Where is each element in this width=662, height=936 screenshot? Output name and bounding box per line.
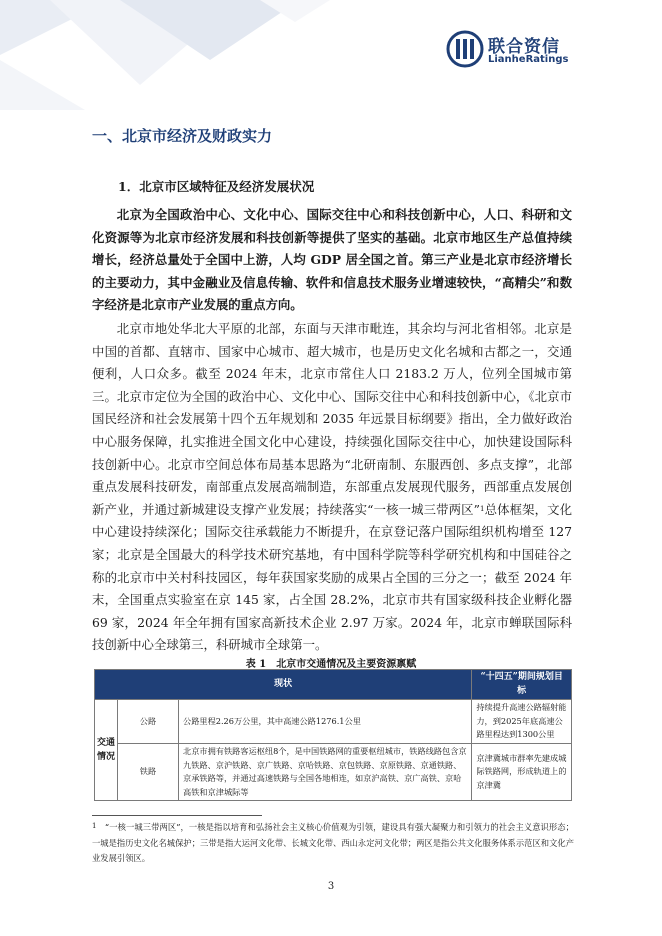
row-label: 铁路 <box>118 743 179 800</box>
footnote-mark: 1 <box>92 822 97 830</box>
plan-target-cell: 持续提升高速公路辐射能力，到2025年底高速公路里程达到1300公里 <box>472 700 572 744</box>
body-text-part1: 北京市地处华北大平原的北部，东面与天津市毗连，其余均与河北省相邻。北京是中国的首都、直辖市、国家中心城市、超大城市，也是历史文化名城和古都之一，交通便利，人口众多。截至 2024 年末，北京市常住人口 2183.2 万人，位列全国城市第三。北京市定位为全国的政治中心、文化中心、国际交往中心和科技创新中心，《北京市国民经济和社会发展第十四个五年规划和 2035 年远景目标纲要》指出，全力做好政治中心服务保障，扎实推进全国文化中心建设，持续强化国际交往中心，加快建设国际科技创新中心。北京市空间总体布局基本思路为“北研南制、东服西创、多点支撑”，北部重点发展科技研发，南部重点发展高端制造，东部重点发展现代服务，西部重点发展创新产业，并通过新城建设支撑产业发展；持续落实“一核一城三带两区” <box>92 321 572 517</box>
current-status-cell: 公路里程2.26万公里，其中高速公路1276.1公里 <box>179 700 472 744</box>
footnote-text: “一核一城三带两区”，一核是指以培育和弘扬社会主义核心价值观为引领，建设具有强大凝聚力和引领力的社会主义意识形态；一城是指历史文化名城保护；三带是指大运河文化带、长城文化带、西山永定河文化带；两区是指公共文化服务体系示范区和文化产业发展引领区。 <box>92 822 574 863</box>
table-row <box>95 700 572 744</box>
footnote-divider <box>92 815 262 816</box>
body-paragraph <box>92 318 572 657</box>
plan-target-cell: 京津冀城市群率先建成城际铁路网，形成轨道上的京津冀 <box>472 743 572 800</box>
subsection-heading: 1．北京市区域特征及经济发展状况 <box>118 179 315 194</box>
row-label: 公路 <box>118 700 179 744</box>
page-number: 3 <box>327 881 335 892</box>
category-cell: 交通情况 <box>95 700 118 801</box>
lianhe-logo-icon <box>446 30 484 68</box>
current-status-cell: 北京市拥有铁路客运枢纽8个，是中国铁路网的重要枢纽城市，铁路线路包含京九铁路、京沪铁路、京广铁路、京哈铁路、京包铁路、京原铁路、京通铁路、京承铁路等，并通过高速铁路与全国各地相连，如京沪高铁、京广高铁、京哈高铁和京津城际等 <box>179 743 472 800</box>
section-heading: 一、北京市经济及财政实力 <box>92 127 273 145</box>
col-header-plan: “十四五”期间规划目标 <box>472 670 572 700</box>
table-header-row <box>95 670 572 700</box>
table-row <box>95 743 572 800</box>
transport-table <box>94 669 572 801</box>
logo-chinese-name: 联合资信 <box>488 37 560 57</box>
body-text-part2: 总体框架，文化中心建设持续深化；国际交往承载能力不断提升，在京登记落户国际组织机构增至 127 家；北京是全国最大的科学技术研究基地，有中国科学院等科学研究机构和中国硅谷之称的北京市中关村科技园区，每年获国家奖励的成果占全国的三分之一；截至 2024 年末，全国重点实验室在京 145 家，占全国 28.2%，北京市共有国家级科技企业孵化器 69 家，2024 年全年拥有国家高新技术企业 2.97 万家。2024 年，北京市蝉联国际科技创新中心全球第三，科研城市全球第一。 <box>92 501 572 653</box>
lianhe-logo <box>446 30 576 74</box>
footnote-reference[interactable]: 1 <box>479 504 485 513</box>
summary-paragraph: 北京为全国政治中心、文化中心、国际交往中心和科技创新中心，人口、科研和文化资源等为北京市经济发展和科技创新等提供了坚实的基础。北京市地区生产总值持续增长，经济总量处于全国中上游，人均 GDP 居全国之首。第三产业是北京市经济增长的主要动力，其中金融业及信息传输、软件和信息技术服务业增速较快，“高精尖”和数字经济是北京市产业发展的重点方向。 <box>92 207 572 313</box>
col-header-now: 现状 <box>95 670 472 700</box>
table-caption: 表 1 北京市交通情况及主要资源禀赋 <box>245 659 417 670</box>
logo-english-name: LianheRatings <box>488 54 569 65</box>
footnote <box>92 820 574 867</box>
